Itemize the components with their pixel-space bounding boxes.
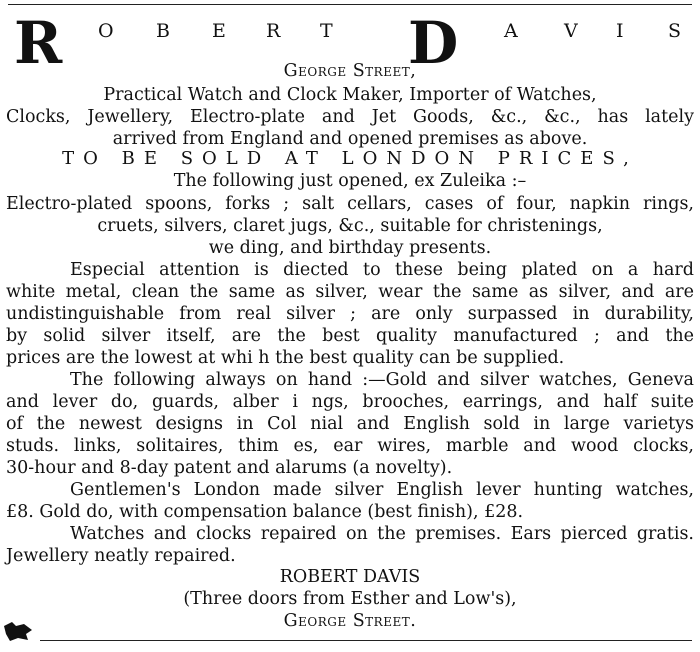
header-letter: I — [616, 20, 624, 42]
header-initial-r: R — [14, 9, 63, 77]
text-line: Clocks, Jewellery, Electro-plate and Jet Goods, &c., &c., has lately — [6, 107, 694, 127]
bottom-rule — [40, 640, 692, 641]
text-line: Watches and clocks repaired on the premises. Ears pierced gratis. — [70, 524, 694, 544]
text-line: Jewellery neatly repaired. — [6, 546, 236, 566]
ink-blot — [2, 620, 36, 642]
text-line: Gentlemen's London made silver English lever hunting watches, — [70, 480, 694, 500]
header-letter: V — [564, 20, 578, 42]
text-line: undistinguishable from real silver ; are only surpassed in durability, — [6, 304, 694, 324]
top-rule — [8, 4, 692, 5]
header-letter: S — [668, 20, 682, 42]
address-line: George Street. — [283, 611, 417, 631]
text-line: Practical Watch and Clock Maker, Importer of Watches, — [103, 85, 597, 105]
text-line: Electro-plated spoons, forks ; salt cellars, cases of four, napkin rings, — [6, 194, 694, 214]
header-letter: A — [504, 20, 518, 42]
address-line: George Street, — [283, 61, 417, 81]
text-line: cruets, silvers, claret jugs, &c., suitable for christenings, — [97, 216, 603, 236]
header-letter: R — [266, 20, 281, 42]
header-letter: O — [98, 20, 114, 42]
header-letter: T — [320, 20, 333, 42]
headline-line: TO BE SOLD AT LONDON PRICES, — [62, 148, 638, 169]
text-line: Especial attention is diected to these being plated on a hard — [70, 260, 694, 280]
location-note: (Three doors from Esther and Low's), — [183, 589, 517, 609]
text-line: and lever do, guards, alber i ngs, brooches, earrings, and half suite — [6, 392, 694, 412]
header-letter: E — [212, 20, 226, 42]
signature-name: ROBERT DAVIS — [279, 567, 421, 587]
text-line: arrived from England and opened premises as above. — [112, 129, 588, 149]
text-line: £8. Gold do, with compensation balance (best finish), £28. — [6, 502, 524, 522]
text-line: of the newest designs in Col nial and English sold in large varietys — [6, 414, 694, 434]
text-line: by solid silver itself, are the best quality manufactured ; and the — [6, 326, 694, 346]
text-line: The following always on hand :—Gold and silver watches, Geneva — [70, 370, 694, 390]
text-line: studs. links, solitaires, thim es, ear wires, marble and wood clocks, — [6, 436, 694, 456]
text-line: white metal, clean the same as silver, wear the same as silver, and are — [6, 282, 694, 302]
text-line: we ding, and birthday presents. — [208, 238, 492, 258]
text-line: The following just opened, ex Zuleika :– — [173, 171, 527, 191]
header-letter: B — [156, 20, 170, 42]
header-initial-d: D — [408, 9, 459, 77]
text-line: prices are the lowest at whi h the best quality can be supplied. — [6, 348, 565, 368]
text-line: 30-hour and 8-day patent and alarums (a novelty). — [6, 458, 453, 478]
